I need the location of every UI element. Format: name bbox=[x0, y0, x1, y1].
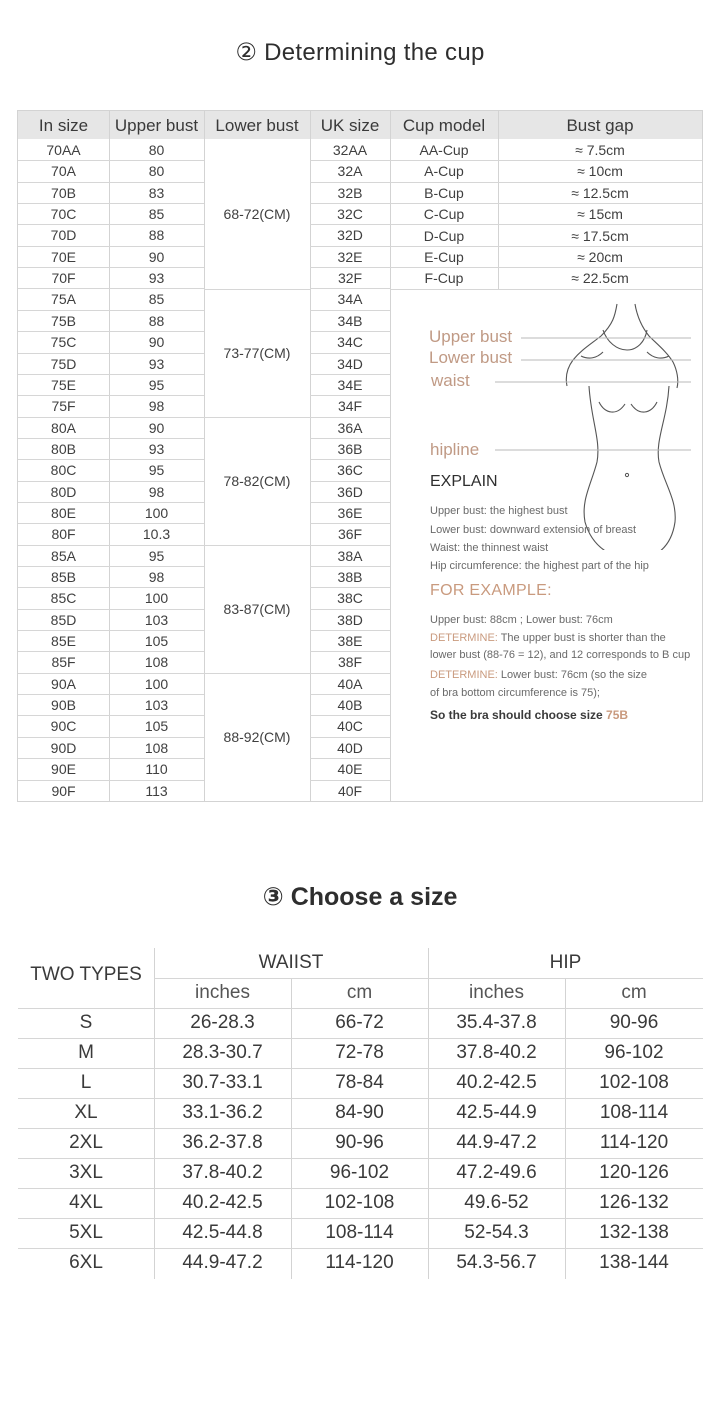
in-size-cell: 90C bbox=[50, 718, 77, 735]
grid-line bbox=[18, 737, 204, 738]
uk-size-cell: 38B bbox=[337, 569, 363, 585]
size-label-cell: 6XL bbox=[69, 1252, 103, 1273]
in-size-cell: 85B bbox=[51, 569, 76, 585]
grid-line bbox=[310, 587, 390, 588]
size-table bbox=[18, 948, 703, 1279]
grid-line bbox=[310, 160, 390, 161]
grid-line bbox=[310, 374, 390, 375]
measurement-panel bbox=[391, 290, 702, 802]
cup-model-cell: A-Cup bbox=[424, 163, 464, 180]
waist-inches-cell: 37.8-40.2 bbox=[182, 1162, 263, 1183]
upper-bust-cell: 113 bbox=[145, 782, 168, 799]
waist-inches-cell: 26-28.3 bbox=[190, 1012, 255, 1033]
in-size-cell: 75F bbox=[51, 398, 76, 415]
hip-cm-cell: 126-132 bbox=[599, 1192, 669, 1213]
waist-cm-cell: 66-72 bbox=[335, 1012, 384, 1033]
uk-size-cell: 36D bbox=[337, 483, 363, 500]
hip-inches-cell: 49.6-52 bbox=[464, 1192, 529, 1213]
header-hip: HIP bbox=[549, 952, 582, 973]
size-label-cell: S bbox=[79, 1012, 93, 1033]
waist-inches-cell: 30.7-33.1 bbox=[182, 1072, 263, 1093]
grid-line bbox=[154, 978, 703, 979]
hip-cm-cell: 132-138 bbox=[599, 1222, 669, 1243]
cup-model-cell: B-Cup bbox=[424, 184, 464, 201]
in-size-cell: 75C bbox=[50, 334, 77, 351]
example-title: FOR EXAMPLE: bbox=[430, 582, 552, 599]
cup-model-cell: AA-Cup bbox=[419, 142, 469, 158]
waist-inches-cell: 40.2-42.5 bbox=[182, 1192, 263, 1213]
in-size-cell: 70A bbox=[51, 163, 76, 180]
grid-line bbox=[18, 715, 204, 716]
hip-inches-cell: 35.4-37.8 bbox=[456, 1012, 537, 1033]
uk-size-cell: 32A bbox=[337, 163, 363, 180]
uk-size-cell: 32E bbox=[337, 248, 363, 265]
upper-bust-cell: 90 bbox=[148, 334, 165, 351]
subheader-waist-inches: inches bbox=[195, 982, 250, 1003]
in-size-cell: 90E bbox=[51, 761, 76, 778]
size-label-cell: L bbox=[80, 1072, 92, 1093]
waist-cm-cell: 90-96 bbox=[335, 1132, 384, 1153]
upper-bust-cell: 80 bbox=[148, 163, 165, 180]
size-section-title: ③ Choose a size bbox=[262, 883, 458, 911]
cup-table bbox=[17, 110, 703, 802]
size-label-cell: M bbox=[78, 1042, 94, 1063]
lower-bust-group: 68-72(CM) bbox=[223, 206, 291, 222]
hip-inches-cell: 37.8-40.2 bbox=[456, 1042, 537, 1063]
grid-line bbox=[310, 182, 390, 183]
size-label-cell: 4XL bbox=[69, 1192, 103, 1213]
explain-line: Waist: the thinnest waist bbox=[430, 542, 549, 554]
grid-line bbox=[310, 438, 390, 439]
grid-line bbox=[310, 737, 390, 738]
grid-line bbox=[18, 694, 204, 695]
hip-cm-cell: 120-126 bbox=[599, 1162, 669, 1183]
in-size-cell: 70D bbox=[50, 227, 77, 244]
in-size-cell: 85C bbox=[50, 590, 77, 607]
determine-text: The upper bust is shorter than the bbox=[497, 632, 666, 644]
uk-size-cell: 34A bbox=[337, 291, 363, 308]
grid-line bbox=[310, 758, 390, 759]
upper-bust-cell: 98 bbox=[148, 483, 165, 500]
grid-line bbox=[18, 545, 204, 546]
upper-bust-cell: 105 bbox=[144, 633, 169, 650]
grid-line bbox=[310, 417, 390, 418]
in-size-cell: 80D bbox=[50, 483, 77, 500]
uk-size-cell: 36A bbox=[337, 419, 363, 436]
grid-line bbox=[310, 673, 390, 674]
grid-line bbox=[18, 673, 204, 674]
grid-line bbox=[310, 694, 390, 695]
uk-size-cell: 32C bbox=[337, 206, 363, 223]
in-size-cell: 90A bbox=[51, 675, 76, 692]
cup-model-cell: F-Cup bbox=[424, 270, 464, 287]
bust-gap-cell: ≈ 15cm bbox=[577, 206, 623, 223]
uk-size-cell: 38C bbox=[337, 590, 363, 607]
in-size-cell: 75B bbox=[51, 312, 76, 329]
upper-bust-cell: 10.3 bbox=[142, 526, 171, 543]
in-size-cell: 90B bbox=[51, 697, 76, 714]
label-hipline: hipline bbox=[430, 440, 480, 459]
cup-model-cell: D-Cup bbox=[423, 227, 465, 244]
grid-line bbox=[18, 459, 204, 460]
lower-bust-group: 88-92(CM) bbox=[223, 729, 291, 745]
size-label-cell: 5XL bbox=[69, 1222, 103, 1243]
determine-label: DETERMINE: bbox=[430, 669, 498, 681]
in-size-cell: 85A bbox=[51, 547, 76, 564]
grid-line bbox=[18, 353, 204, 354]
determine-label: DETERMINE: bbox=[430, 632, 498, 644]
grid-line bbox=[310, 310, 390, 311]
grid-line bbox=[18, 310, 204, 311]
grid-line bbox=[204, 545, 310, 546]
grid-line bbox=[18, 523, 204, 524]
in-size-cell: 80B bbox=[51, 440, 76, 457]
grid-line bbox=[204, 417, 310, 418]
grid-line bbox=[18, 417, 204, 418]
uk-size-cell: 40F bbox=[337, 782, 363, 799]
grid-line bbox=[18, 267, 204, 268]
grid-line bbox=[18, 502, 204, 503]
size-label-cell: 2XL bbox=[69, 1132, 103, 1153]
grid-line bbox=[18, 587, 204, 588]
uk-size-cell: 32F bbox=[337, 270, 363, 287]
grid-line bbox=[310, 203, 390, 204]
upper-bust-cell: 108 bbox=[144, 654, 169, 671]
grid-line bbox=[204, 673, 310, 674]
explain-title: EXPLAIN bbox=[430, 473, 498, 490]
uk-size-cell: 38F bbox=[337, 654, 363, 671]
upper-bust-cell: 93 bbox=[148, 440, 165, 457]
waist-inches-cell: 28.3-30.7 bbox=[182, 1042, 263, 1063]
waist-cm-cell: 72-78 bbox=[335, 1042, 384, 1063]
hip-inches-cell: 47.2-49.6 bbox=[456, 1162, 537, 1183]
size-label-cell: XL bbox=[74, 1102, 98, 1123]
conclusion-text: So the bra should choose size bbox=[430, 708, 607, 722]
in-size-cell: 70AA bbox=[46, 142, 81, 158]
upper-bust-cell: 80 bbox=[148, 142, 165, 158]
grid-line bbox=[310, 331, 390, 332]
uk-size-cell: 40A bbox=[337, 675, 363, 692]
grid-line bbox=[310, 630, 390, 631]
uk-size-cell: 36B bbox=[337, 440, 363, 457]
subheader-hip-cm: cm bbox=[621, 982, 647, 1003]
uk-size-cell: 40B bbox=[337, 697, 363, 714]
conclusion-line bbox=[430, 708, 628, 722]
waist-cm-cell: 108-114 bbox=[325, 1222, 394, 1243]
hip-inches-cell: 52-54.3 bbox=[464, 1222, 529, 1243]
in-size-cell: 90F bbox=[51, 782, 76, 799]
upper-bust-cell: 108 bbox=[144, 739, 169, 756]
header-waist: WAIIST bbox=[258, 952, 324, 973]
upper-bust-cell: 90 bbox=[148, 248, 165, 265]
header-lower-bust: Lower bust bbox=[215, 116, 299, 135]
hip-cm-cell: 102-108 bbox=[599, 1072, 669, 1093]
in-size-cell: 90D bbox=[50, 739, 77, 756]
in-size-cell: 80F bbox=[51, 526, 76, 543]
in-size-cell: 80C bbox=[50, 462, 77, 479]
header-bust-gap: Bust gap bbox=[566, 116, 634, 135]
waist-cm-cell: 78-84 bbox=[335, 1072, 384, 1093]
upper-bust-cell: 95 bbox=[148, 547, 165, 564]
bust-gap-cell: ≈ 10cm bbox=[577, 163, 623, 180]
grid-line bbox=[18, 609, 204, 610]
grid-line bbox=[310, 459, 390, 460]
in-size-cell: 70B bbox=[51, 184, 76, 201]
explain-line: Upper bust: the highest bust bbox=[430, 505, 568, 517]
uk-size-cell: 34B bbox=[337, 312, 363, 329]
in-size-cell: 80A bbox=[51, 419, 76, 436]
uk-size-cell: 34D bbox=[337, 355, 363, 372]
grid-line bbox=[310, 566, 390, 567]
upper-bust-cell: 93 bbox=[148, 270, 165, 287]
upper-bust-cell: 95 bbox=[148, 462, 165, 479]
cup-section-title: ② Determining the cup bbox=[235, 39, 485, 66]
upper-bust-cell: 100 bbox=[144, 504, 169, 521]
uk-size-cell: 38E bbox=[337, 633, 363, 650]
waist-inches-cell: 33.1-36.2 bbox=[182, 1102, 263, 1123]
upper-bust-cell: 83 bbox=[148, 184, 165, 201]
hip-inches-cell: 42.5-44.9 bbox=[456, 1102, 537, 1123]
header-two-types: TWO TYPES bbox=[30, 964, 142, 985]
waist-cm-cell: 114-120 bbox=[325, 1252, 394, 1273]
grid-line bbox=[18, 182, 204, 183]
grid-line bbox=[204, 289, 310, 290]
cup-model-cell: C-Cup bbox=[423, 206, 465, 223]
grid-line bbox=[18, 438, 204, 439]
grid-line bbox=[310, 609, 390, 610]
grid-line bbox=[18, 395, 204, 396]
in-size-cell: 85E bbox=[51, 633, 76, 650]
uk-size-cell: 34C bbox=[337, 334, 363, 351]
grid-line bbox=[18, 160, 204, 161]
in-size-cell: 70E bbox=[51, 248, 76, 265]
upper-bust-cell: 90 bbox=[148, 419, 165, 436]
grid-line bbox=[310, 353, 390, 354]
grid-line bbox=[310, 395, 390, 396]
waist-inches-cell: 42.5-44.8 bbox=[182, 1222, 263, 1243]
waist-cm-cell: 96-102 bbox=[329, 1162, 390, 1183]
uk-size-cell: 36E bbox=[337, 504, 363, 521]
upper-bust-cell: 103 bbox=[144, 611, 169, 628]
grid-line bbox=[310, 267, 390, 268]
grid-line bbox=[310, 502, 390, 503]
upper-bust-cell: 100 bbox=[144, 675, 169, 692]
in-size-cell: 70C bbox=[50, 206, 77, 223]
waist-inches-cell: 44.9-47.2 bbox=[182, 1252, 263, 1273]
uk-size-cell: 38D bbox=[337, 611, 363, 628]
in-size-cell: 75D bbox=[50, 355, 77, 372]
bust-gap-cell: ≈ 7.5cm bbox=[575, 142, 625, 158]
upper-bust-cell: 98 bbox=[148, 398, 165, 415]
explain-line: Lower bust: downward extension of breast bbox=[430, 524, 637, 536]
in-size-cell: 70F bbox=[51, 270, 76, 287]
hip-cm-cell: 96-102 bbox=[604, 1042, 664, 1063]
uk-size-cell: 32B bbox=[337, 184, 363, 201]
grid-line bbox=[18, 224, 204, 225]
grid-line bbox=[310, 780, 390, 781]
grid-line bbox=[18, 203, 204, 204]
grid-line bbox=[18, 288, 204, 289]
hip-inches-cell: 40.2-42.5 bbox=[456, 1072, 537, 1093]
upper-bust-cell: 100 bbox=[144, 590, 169, 607]
upper-bust-cell: 93 bbox=[148, 355, 165, 372]
upper-bust-cell: 88 bbox=[148, 227, 165, 244]
hip-cm-cell: 108-114 bbox=[599, 1102, 669, 1123]
grid-line bbox=[18, 758, 204, 759]
uk-size-cell: 38A bbox=[337, 547, 363, 564]
upper-bust-cell: 105 bbox=[144, 718, 169, 735]
hip-inches-cell: 44.9-47.2 bbox=[456, 1132, 537, 1153]
bust-gap-cell: ≈ 12.5cm bbox=[571, 184, 629, 201]
determine-line-1b: lower bust (88-76 = 12), and 12 corresponds to B cup bbox=[430, 649, 691, 661]
label-upper-bust: Upper bust bbox=[429, 327, 513, 346]
grid-line bbox=[310, 651, 390, 652]
uk-size-cell: 40E bbox=[337, 761, 363, 778]
in-size-cell: 75A bbox=[51, 291, 76, 308]
determine-line-2 bbox=[430, 669, 647, 681]
in-size-cell: 85D bbox=[50, 611, 77, 628]
upper-bust-cell: 103 bbox=[144, 697, 169, 714]
grid-line bbox=[310, 224, 390, 225]
hip-cm-cell: 114-120 bbox=[599, 1132, 669, 1153]
header-cup-model: Cup model bbox=[402, 116, 486, 135]
upper-bust-cell: 85 bbox=[148, 291, 165, 308]
grid-line bbox=[18, 780, 204, 781]
grid-line bbox=[310, 715, 390, 716]
label-waist: waist bbox=[431, 371, 470, 390]
in-size-cell: 75E bbox=[51, 376, 76, 393]
bust-gap-cell: ≈ 22.5cm bbox=[571, 270, 629, 287]
grid-line bbox=[310, 288, 390, 289]
grid-line bbox=[18, 331, 204, 332]
grid-line bbox=[18, 651, 204, 652]
uk-size-cell: 32AA bbox=[332, 142, 368, 158]
hip-inches-cell: 54.3-56.7 bbox=[456, 1252, 537, 1273]
subheader-waist-cm: cm bbox=[346, 982, 373, 1003]
upper-bust-cell: 95 bbox=[148, 376, 165, 393]
size-label-cell: 3XL bbox=[69, 1162, 103, 1183]
label-lower-bust: Lower bust bbox=[429, 348, 513, 367]
determine-line-1 bbox=[430, 632, 666, 644]
uk-size-cell: 40D bbox=[337, 739, 363, 756]
header-in-size: In size bbox=[38, 116, 89, 135]
bust-gap-cell: ≈ 17.5cm bbox=[571, 227, 629, 244]
upper-bust-cell: 110 bbox=[145, 761, 168, 778]
hip-cm-cell: 90-96 bbox=[609, 1012, 659, 1033]
grid-line bbox=[310, 246, 390, 247]
uk-size-cell: 36F bbox=[337, 526, 363, 543]
uk-size-cell: 36C bbox=[337, 462, 363, 479]
grid-line bbox=[310, 481, 390, 482]
waist-cm-cell: 84-90 bbox=[335, 1102, 384, 1123]
explain-line: Hip circumference: the highest part of the hip bbox=[430, 560, 649, 572]
lower-bust-group: 73-77(CM) bbox=[223, 345, 291, 361]
upper-bust-cell: 85 bbox=[148, 206, 165, 223]
header-upper-bust: Upper bust bbox=[114, 116, 199, 135]
subheader-hip-inches: inches bbox=[469, 982, 524, 1003]
grid-line bbox=[18, 630, 204, 631]
bust-gap-cell: ≈ 20cm bbox=[577, 249, 623, 265]
lower-bust-group: 78-82(CM) bbox=[223, 473, 291, 489]
in-size-cell: 85F bbox=[51, 654, 76, 671]
cup-model-cell: E-Cup bbox=[424, 249, 464, 265]
grid-line bbox=[18, 246, 204, 247]
uk-size-cell: 40C bbox=[337, 718, 363, 735]
upper-bust-cell: 98 bbox=[148, 569, 165, 585]
in-size-cell: 80E bbox=[51, 504, 76, 521]
lower-bust-group: 83-87(CM) bbox=[223, 601, 291, 617]
grid-line bbox=[18, 481, 204, 482]
header-uk-size: UK size bbox=[320, 116, 380, 135]
waist-inches-cell: 36.2-37.8 bbox=[182, 1132, 263, 1153]
grid-line bbox=[310, 545, 390, 546]
determine-line-2b: of bra bottom circumference is 75); bbox=[430, 687, 600, 699]
grid-line bbox=[18, 566, 204, 567]
uk-size-cell: 32D bbox=[337, 227, 363, 244]
uk-size-cell: 34F bbox=[337, 398, 363, 415]
example-line: Upper bust: 88cm ; Lower bust: 76cm bbox=[430, 614, 613, 626]
upper-bust-cell: 88 bbox=[148, 312, 165, 329]
grid-line bbox=[18, 374, 204, 375]
uk-size-cell: 34E bbox=[337, 376, 363, 393]
grid-line bbox=[310, 523, 390, 524]
waist-cm-cell: 102-108 bbox=[324, 1192, 395, 1213]
conclusion-size: 75B bbox=[606, 708, 629, 722]
hip-cm-cell: 138-144 bbox=[599, 1252, 669, 1273]
determine-text: Lower bust: 76cm (so the size bbox=[497, 669, 648, 681]
